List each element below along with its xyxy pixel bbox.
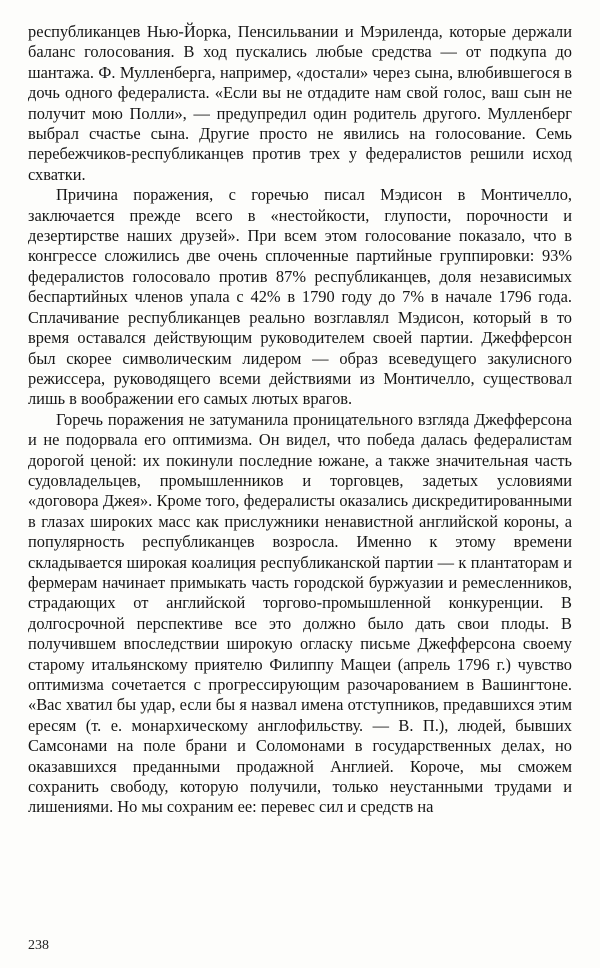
page-number: 238 (28, 938, 49, 953)
paragraph-jefferson: Горечь поражения не затуманила проницательного взгляда Джефферсона и не подорвала его оптимизма. Он видел, что победа далась федералистам дорогой ценой: их покинули последние южане, а также значительная часть судовладельцев, промышленников и торговцев, задетых условиями «договора Джея». Кроме того, федералисты оказались дискредитированными в глазах широких масс как прислужники ненавистной английской короны, а популярность республиканцев возросла. Именно к этому времени складывается широкая коалиция республиканской партии — к плантаторам и фермерам начинает примыкать часть городской буржуазии и ремесленников, страдающих от английской торгово-промышленной конкуренции. В долгосрочной перспективе все это должно было дать свои плоды. В получившем впоследствии широкую огласку письме Джефферсона своему старому итальянскому приятелю Филиппу Мащеи (апрель 1796 г.) чувство оптимизма сочетается с прогрессирующим разочарованием в Вашингтоне. «Вас хватил бы удар, если бы я назвал имена отступников, предавшихся этим ересям (т. е. монархическому англофильству. — В. П.), людей, бывших Самсонами на поле брани и Соломонами в государственных делах, но оказавшихся преданными продажной Англией. Короче, мы сможем сохранить свободу, которую получили, только неустанными трудами и лишениями. Но мы сохраним ее: перевес сил и средств на (28, 409, 572, 817)
body-text (28, 22, 572, 818)
paragraph-continuation: республиканцев Нью-Йорка, Пенсильвании и Мэриленда, которые держали баланс голосования. В ход пускались любые средства — от подкупа до шантажа. Ф. Мулленберга, например, «достали» через сына, влюбившегося в дочь одного федералиста. «Если вы не отдадите нам свой голос, ваш сын не получит мою Полли», — предупредил один родитель другого. Мулленберг выбрал счастье сына. Другие просто не явились на голосование. Семь перебежчиков-республиканцев против трех у федералистов решили исход схватки. (28, 22, 572, 184)
paragraph-madison: Причина поражения, с горечью писал Мэдисон в Монтичелло, заключается прежде всего в «нестойкости, глупости, порочности и дезертирстве наших друзей». При всем этом голосование показало, что в конгрессе сложились две очень сплоченные партийные группировки: 93% федералистов голосовало против 87% республиканцев, доля независимых беспартийных членов упала с 42% в 1790 году до 7% в начале 1796 года. Сплачивание республиканцев реально возглавлял Мэдисон, который в то время оставался действующим руководителем своей партии. Джефферсон был скорее символическим лидером — образ всеведущего закулисного режиссера, руководящего всеми действиями из Монтичелло, существовал лишь в воображении его самых лютых врагов. (28, 185, 572, 409)
